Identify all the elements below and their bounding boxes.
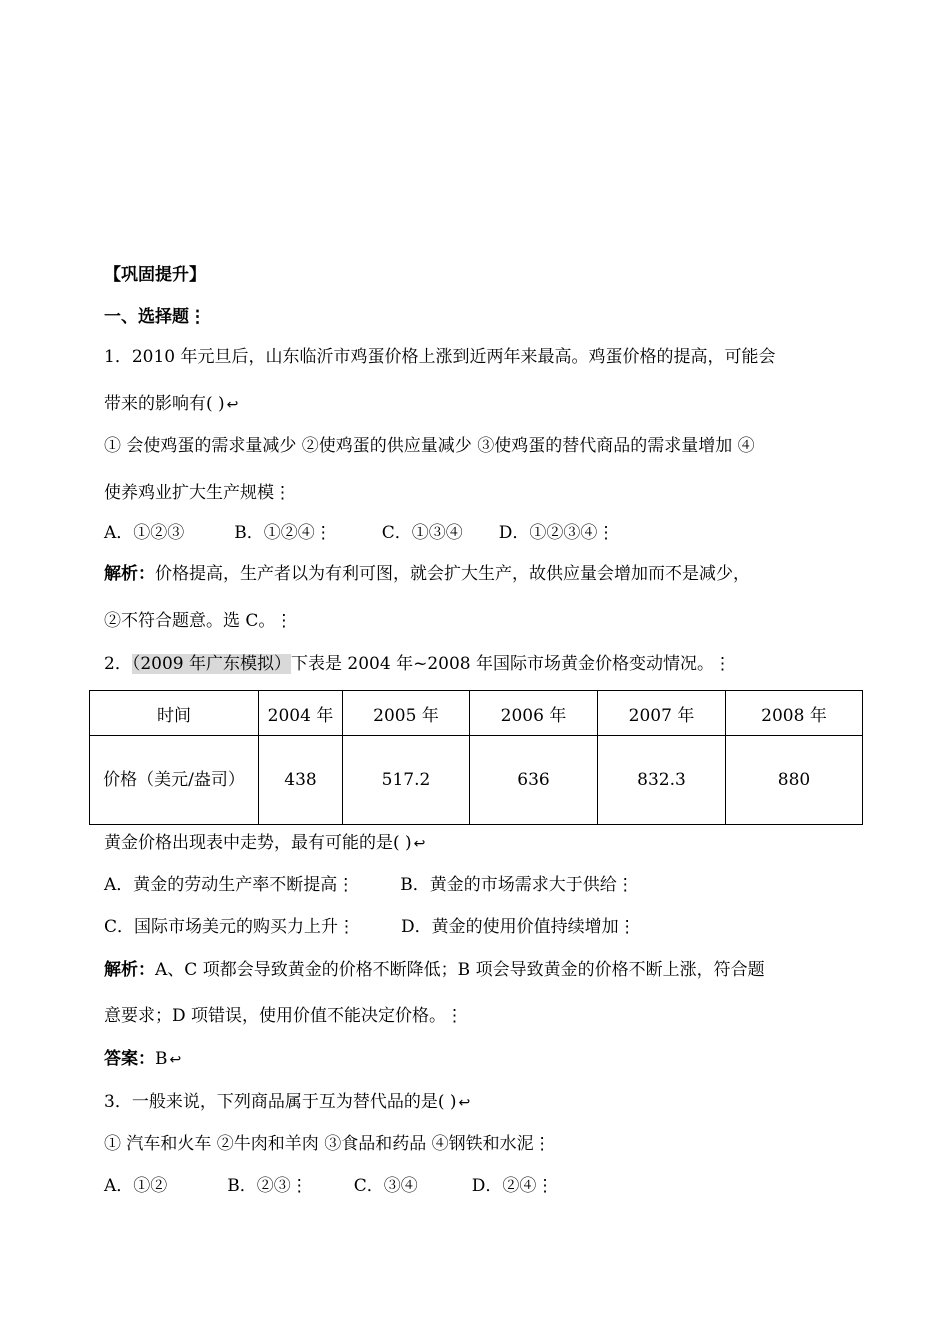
table-header-row [90,691,863,736]
analysis-label: 解析： [104,564,155,584]
q1-choice-a: A．①②③ [104,523,185,543]
table-cell: 832.3 [598,736,726,825]
q2-choice-b: B．黄金的市场需求大于供给 [400,875,617,895]
table-header-cell: 2005 年 [343,691,470,736]
return-mark: ↩ [169,1052,182,1068]
table-cell: 438 [259,736,343,825]
q2-stem: 下表是 2004 年~2008 年国际市场黄金价格变动情况。 [291,654,714,674]
end-mark: ⋮ [274,483,291,503]
q3-stem-line [104,1091,470,1114]
return-mark: ↩ [226,397,239,413]
q3-choice-c: C．③④ [353,1176,418,1196]
q2-number: 2． [104,654,132,674]
table-cell: 636 [470,736,598,825]
q1-options-line2: 使养鸡业扩大生产规模 [104,483,274,503]
q3-options: ① 汽车和火车 ②牛肉和羊肉 ③食品和药品 ④钢铁和水泥 [104,1134,534,1154]
table-cell: 517.2 [343,736,470,825]
end-mark: ⋮ [616,875,634,895]
q2-stem-line [104,653,731,675]
table-header-cell: 2004 年 [259,691,343,736]
subsection-title: 一、选择题 [104,307,189,327]
q3-choice-b: B．②③ [227,1176,291,1196]
end-mark: ⋮ [713,654,731,674]
q1-options-line1: ① 会使鸡蛋的需求量减少 ②使鸡蛋的供应量减少 ③使鸡蛋的替代商品的需求量增加 ④ [104,436,755,456]
q1-analysis-text2: ②不符合题意。选 C。 [104,611,276,631]
q1-analysis-line2 [104,610,292,632]
end-mark: ⋮ [536,1176,554,1196]
q1-stem-line2-wrap [104,393,238,416]
end-mark: ⋮ [275,611,293,631]
return-mark: ↩ [458,1095,471,1111]
end-mark: ⋮ [189,307,206,327]
end-mark: ⋮ [290,1176,308,1196]
table-row [90,736,863,825]
end-mark: ⋮ [597,523,615,543]
q1-choice-b: B．①②④ [234,523,315,543]
q2-analysis-text2: 意要求；D 项错误，使用价值不能决定价格。 [104,1006,447,1026]
q2-choices-row2 [104,916,636,938]
q1-choices [104,522,614,544]
end-mark: ⋮ [338,917,356,937]
q2-answer: B [155,1049,168,1069]
end-mark: ⋮ [314,523,332,543]
q2-analysis-line1 [104,959,765,981]
q2-choice-c: C．国际市场美元的购买力上升 [104,917,339,937]
answer-label: 答案： [104,1049,155,1069]
q2-source: （2009 年广东模拟） [131,654,291,674]
q2-question-line [104,832,425,855]
end-mark: ⋮ [446,1006,464,1026]
table-header-cell: 2006 年 [470,691,598,736]
q2-analysis-line2 [104,1005,463,1027]
return-mark: ↩ [413,836,426,852]
table-row-label: 价格（美元/盎司） [90,736,259,825]
analysis-label: 解析： [104,960,155,980]
gold-price-table [89,690,863,825]
table-header-cell: 时间 [90,691,259,736]
q2-choices-row1 [104,874,634,896]
q2-choice-d: D．黄金的使用价值持续增加 [401,917,619,937]
q1-options-line2-wrap [104,482,291,504]
q3-choice-d: D．②④ [471,1176,537,1196]
end-mark: ⋮ [618,917,636,937]
q1-analysis-text1: 价格提高，生产者以为有利可图，就会扩大生产，故供应量会增加而不是减少， [155,564,750,584]
section-title: 【巩固提升】 [104,265,206,285]
table-header-cell: 2008 年 [726,691,863,736]
q2-answer-line [104,1048,181,1071]
q2-choice-a: A．黄金的劳动生产率不断提高 [104,875,338,895]
q1-stem-line1: 1．2010 年元旦后，山东临沂市鸡蛋价格上涨到近两年来最高。鸡蛋价格的提高，可能会 [104,347,776,367]
q3-options-line [104,1133,551,1155]
q3-stem: 3．一般来说，下列商品属于互为替代品的是( ) [104,1092,457,1112]
q1-analysis-line1 [104,563,750,585]
q1-stem-line2: 带来的影响有( ) [104,394,225,414]
q3-choice-a: A．①② [104,1176,168,1196]
table-cell: 880 [726,736,863,825]
table-header-cell: 2007 年 [598,691,726,736]
q2-analysis-text1: A、C 项都会导致黄金的价格不断降低；B 项会导致黄金的价格不断上涨，符合题 [155,960,765,980]
q1-choice-c: C．①③④ [381,523,463,543]
end-mark: ⋮ [533,1134,551,1154]
q3-choices [104,1175,553,1197]
end-mark: ⋮ [337,875,355,895]
q1-choice-d: D．①②③④ [498,523,598,543]
subsection-title-line [104,306,206,328]
q2-question: 黄金价格出现表中走势，最有可能的是( ) [104,833,412,853]
